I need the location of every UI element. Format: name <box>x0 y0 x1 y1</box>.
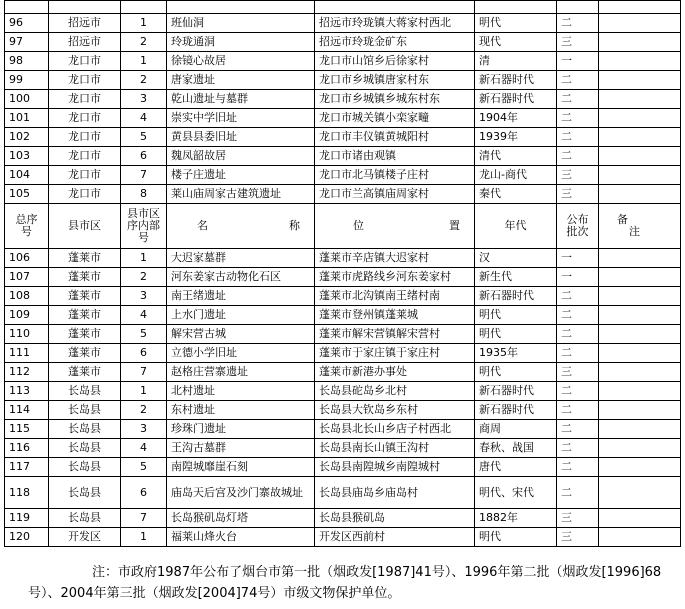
cell-county: 长岛县 <box>49 477 121 509</box>
cell-era: 清代 <box>475 147 557 166</box>
cell-remark <box>599 477 681 509</box>
cell-era: 1935年 <box>475 344 557 363</box>
cell-county: 长岛县 <box>49 382 121 401</box>
cell-seq: 118 <box>5 477 49 509</box>
header-county: 县市区 <box>49 204 121 249</box>
cell-sub-seq: 7 <box>121 509 167 528</box>
cell-sub-seq: 1 <box>121 14 167 33</box>
cell-batch: 二 <box>557 439 599 458</box>
cell-county: 长岛县 <box>49 420 121 439</box>
cell-seq: 104 <box>5 166 49 185</box>
cell-remark <box>599 382 681 401</box>
cell-remark <box>599 268 681 287</box>
table-row <box>5 509 681 528</box>
cell-sub-seq: 5 <box>121 128 167 147</box>
table-row <box>5 363 681 382</box>
cell-county: 长岛县 <box>49 509 121 528</box>
cell-remark <box>599 52 681 71</box>
cell-sub-seq: 6 <box>121 344 167 363</box>
cell-seq: 112 <box>5 363 49 382</box>
cell-batch: 三 <box>557 166 599 185</box>
cell-seq: 100 <box>5 90 49 109</box>
cell-batch: 二 <box>557 287 599 306</box>
cell-batch: 一 <box>557 52 599 71</box>
cell-seq: 97 <box>5 33 49 52</box>
cell-sub-seq: 3 <box>121 287 167 306</box>
cell-seq: 96 <box>5 14 49 33</box>
cell-batch: 二 <box>557 147 599 166</box>
header-seq: 总序号 <box>5 204 49 249</box>
cell-name: 莱山庙周家古建筑遗址 <box>167 185 315 204</box>
cell-location: 龙口市丰仪镇黄城阳村 <box>315 128 475 147</box>
cell-name: 南王绪遗址 <box>167 287 315 306</box>
cell-batch: 二 <box>557 420 599 439</box>
cell-remark <box>599 249 681 268</box>
cell-seq: 105 <box>5 185 49 204</box>
cell-name: 魏凤韶故居 <box>167 147 315 166</box>
cell-county: 长岛县 <box>49 439 121 458</box>
cell-batch: 三 <box>557 185 599 204</box>
cell-era: 1904年 <box>475 109 557 128</box>
cell-remark <box>599 109 681 128</box>
cell-batch: 二 <box>557 344 599 363</box>
cell-name: 珍珠门遗址 <box>167 420 315 439</box>
header-location: 位 置 <box>315 204 475 249</box>
cell-seq: 113 <box>5 382 49 401</box>
cell-batch: 一 <box>557 249 599 268</box>
cell-era: 明代 <box>475 306 557 325</box>
cell-era: 1939年 <box>475 128 557 147</box>
cell-county: 蓬莱市 <box>49 325 121 344</box>
cell-remark <box>599 420 681 439</box>
table-row <box>5 528 681 547</box>
cell-seq: 103 <box>5 147 49 166</box>
cell-county: 龙口市 <box>49 90 121 109</box>
cell-name: 徐镜心故居 <box>167 52 315 71</box>
cell-county: 长岛县 <box>49 401 121 420</box>
cell-era: 春秋、战国 <box>475 439 557 458</box>
cell-name: 南隍城靡崖石刻 <box>167 458 315 477</box>
table-row-partial <box>5 1 681 14</box>
table-row <box>5 90 681 109</box>
cell-batch: 二 <box>557 90 599 109</box>
header-remark: 备 注 <box>599 204 681 249</box>
table-row <box>5 249 681 268</box>
cell-county: 蓬莱市 <box>49 306 121 325</box>
cell-sub-seq: 7 <box>121 166 167 185</box>
cell-location: 龙口市山馆乡后徐家村 <box>315 52 475 71</box>
cell-batch: 二 <box>557 14 599 33</box>
cell-batch: 二 <box>557 71 599 90</box>
table-row <box>5 128 681 147</box>
header-sub-seq: 县市区序内部号 <box>121 204 167 249</box>
cell-seq: 114 <box>5 401 49 420</box>
table-row <box>5 382 681 401</box>
cell-location: 长岛县南长山镇王沟村 <box>315 439 475 458</box>
cell-seq: 116 <box>5 439 49 458</box>
cell-era: 清 <box>475 52 557 71</box>
table-row <box>5 477 681 509</box>
table-row <box>5 268 681 287</box>
cell-location: 蓬莱市虎路线乡河东姜家村 <box>315 268 475 287</box>
cell-county: 开发区 <box>49 528 121 547</box>
cell-location: 蓬莱市解宋营镇解宋营村 <box>315 325 475 344</box>
cell-location: 蓬莱市辛店镇大迟家村 <box>315 249 475 268</box>
cell-batch: 二 <box>557 128 599 147</box>
cell-name: 赵格庄营寨遗址 <box>167 363 315 382</box>
heritage-sites-table <box>4 0 681 547</box>
cell-location: 龙口市兰高镇庙周家村 <box>315 185 475 204</box>
cell-era: 明代 <box>475 14 557 33</box>
cell-county: 龙口市 <box>49 71 121 90</box>
cell-name: 崇实中学旧址 <box>167 109 315 128</box>
cell-county: 蓬莱市 <box>49 344 121 363</box>
cell-batch: 二 <box>557 382 599 401</box>
cell-county: 龙口市 <box>49 109 121 128</box>
cell-batch: 二 <box>557 306 599 325</box>
cell-name: 楼子庄遗址 <box>167 166 315 185</box>
cell-sub-seq: 4 <box>121 306 167 325</box>
cell-seq: 109 <box>5 306 49 325</box>
cell-remark <box>599 458 681 477</box>
cell-batch: 三 <box>557 363 599 382</box>
cell-name: 北村遗址 <box>167 382 315 401</box>
table-row <box>5 147 681 166</box>
cell-remark <box>599 33 681 52</box>
cell-county: 龙口市 <box>49 128 121 147</box>
cell-sub-seq: 2 <box>121 33 167 52</box>
cell-remark <box>599 325 681 344</box>
cell-name: 唐家遗址 <box>167 71 315 90</box>
cell-remark <box>599 14 681 33</box>
cell-county: 长岛县 <box>49 458 121 477</box>
cell-seq: 115 <box>5 420 49 439</box>
cell-era: 龙山-商代 <box>475 166 557 185</box>
cell-seq: 101 <box>5 109 49 128</box>
cell-remark <box>599 363 681 382</box>
cell-county: 招远市 <box>49 33 121 52</box>
header-name: 名 称 <box>167 204 315 249</box>
cell-era: 明代、宋代 <box>475 477 557 509</box>
table-row <box>5 439 681 458</box>
cell-remark <box>599 306 681 325</box>
cell-era: 秦代 <box>475 185 557 204</box>
table-row <box>5 185 681 204</box>
cell-name: 立德小学旧址 <box>167 344 315 363</box>
cell-seq: 117 <box>5 458 49 477</box>
cell-seq: 107 <box>5 268 49 287</box>
cell-sub-seq: 4 <box>121 439 167 458</box>
cell-location: 蓬莱市于家庄镇于家庄村 <box>315 344 475 363</box>
cell-county: 蓬莱市 <box>49 268 121 287</box>
cell-era: 商周 <box>475 420 557 439</box>
cell-batch: 三 <box>557 528 599 547</box>
table-row <box>5 52 681 71</box>
cell-location: 长岛县砣岛乡北村 <box>315 382 475 401</box>
cell-batch: 二 <box>557 109 599 128</box>
cell-sub-seq: 1 <box>121 249 167 268</box>
cell-era: 新生代 <box>475 268 557 287</box>
cell-location: 龙口市城关镇小栾家疃 <box>315 109 475 128</box>
cell-county: 蓬莱市 <box>49 287 121 306</box>
cell-location: 龙口市北马镇楼子庄村 <box>315 166 475 185</box>
cell-name: 庙岛天后宫及沙门寨故城址 <box>167 477 315 509</box>
cell-seq: 110 <box>5 325 49 344</box>
cell-seq: 108 <box>5 287 49 306</box>
table-row <box>5 71 681 90</box>
cell-name: 乾山遗址与墓群 <box>167 90 315 109</box>
cell-location: 龙口市乡城镇唐家村东 <box>315 71 475 90</box>
header-era: 年代 <box>475 204 557 249</box>
cell-sub-seq: 1 <box>121 382 167 401</box>
cell-sub-seq: 3 <box>121 90 167 109</box>
footnote: 注：市政府1987年公布了烟台市第一批（烟政发[1987]41号）、1996年第二批（烟政发[1996]68号）、2004年第三批（烟政发[2004]74号）市级文物保护单位。 <box>28 565 662 601</box>
table-row <box>5 166 681 185</box>
cell-batch: 一 <box>557 268 599 287</box>
table-row <box>5 401 681 420</box>
table-row <box>5 33 681 52</box>
cell-remark <box>599 128 681 147</box>
cell-era: 明代 <box>475 325 557 344</box>
cell-sub-seq: 6 <box>121 147 167 166</box>
cell-era: 唐代 <box>475 458 557 477</box>
header-batch: 公布批次 <box>557 204 599 249</box>
cell-location: 蓬莱市新港办事处 <box>315 363 475 382</box>
cell-batch: 三 <box>557 509 599 528</box>
cell-name: 上水门遗址 <box>167 306 315 325</box>
cell-remark <box>599 439 681 458</box>
cell-location: 长岛县南隍城乡南隍城村 <box>315 458 475 477</box>
table-row <box>5 14 681 33</box>
cell-location: 开发区西前村 <box>315 528 475 547</box>
cell-seq: 111 <box>5 344 49 363</box>
cell-seq: 102 <box>5 128 49 147</box>
cell-era: 明代 <box>475 528 557 547</box>
cell-name: 玲珑通洞 <box>167 33 315 52</box>
cell-remark <box>599 528 681 547</box>
cell-seq: 106 <box>5 249 49 268</box>
cell-remark <box>599 185 681 204</box>
cell-name: 河东姜家古动物化石区 <box>167 268 315 287</box>
cell-era: 新石器时代 <box>475 382 557 401</box>
table-row <box>5 306 681 325</box>
cell-location: 招远市玲珑镇大蒋家村西北 <box>315 14 475 33</box>
cell-name: 福莱山烽火台 <box>167 528 315 547</box>
cell-remark <box>599 509 681 528</box>
cell-remark <box>599 344 681 363</box>
cell-name: 东村遗址 <box>167 401 315 420</box>
cell-seq: 99 <box>5 71 49 90</box>
cell-location: 长岛县大钦岛乡东村 <box>315 401 475 420</box>
cell-name: 班仙洞 <box>167 14 315 33</box>
cell-sub-seq: 7 <box>121 363 167 382</box>
cell-batch: 二 <box>557 477 599 509</box>
cell-location: 长岛县猴矶岛 <box>315 509 475 528</box>
cell-county: 龙口市 <box>49 52 121 71</box>
cell-remark <box>599 147 681 166</box>
cell-era: 新石器时代 <box>475 287 557 306</box>
cell-seq: 98 <box>5 52 49 71</box>
cell-era: 新石器时代 <box>475 71 557 90</box>
cell-county: 蓬莱市 <box>49 363 121 382</box>
cell-name: 大迟家墓群 <box>167 249 315 268</box>
cell-sub-seq: 1 <box>121 52 167 71</box>
cell-name: 王沟古墓群 <box>167 439 315 458</box>
cell-sub-seq: 3 <box>121 420 167 439</box>
cell-county: 龙口市 <box>49 147 121 166</box>
cell-county: 龙口市 <box>49 185 121 204</box>
cell-batch: 二 <box>557 325 599 344</box>
cell-sub-seq: 2 <box>121 268 167 287</box>
cell-location: 长岛县北长山乡店子村西北 <box>315 420 475 439</box>
cell-name: 长岛猴矶岛灯塔 <box>167 509 315 528</box>
cell-sub-seq: 5 <box>121 458 167 477</box>
cell-remark <box>599 166 681 185</box>
cell-seq: 119 <box>5 509 49 528</box>
cell-era: 新石器时代 <box>475 401 557 420</box>
cell-location: 龙口市诸由观镇 <box>315 147 475 166</box>
cell-era: 新石器时代 <box>475 90 557 109</box>
table-row <box>5 458 681 477</box>
table-row <box>5 287 681 306</box>
cell-era: 1882年 <box>475 509 557 528</box>
cell-sub-seq: 2 <box>121 401 167 420</box>
table-body-lower <box>5 249 681 547</box>
cell-sub-seq: 2 <box>121 71 167 90</box>
cell-sub-seq: 1 <box>121 528 167 547</box>
table-row <box>5 420 681 439</box>
cell-location: 龙口市乡城镇乡城东村东 <box>315 90 475 109</box>
cell-era: 汉 <box>475 249 557 268</box>
cell-batch: 二 <box>557 458 599 477</box>
cell-era: 现代 <box>475 33 557 52</box>
cell-name: 黄县县委旧址 <box>167 128 315 147</box>
cell-sub-seq: 5 <box>121 325 167 344</box>
cell-sub-seq: 6 <box>121 477 167 509</box>
cell-sub-seq: 8 <box>121 185 167 204</box>
cell-seq: 120 <box>5 528 49 547</box>
cell-location: 蓬莱市北沟镇南王绪村南 <box>315 287 475 306</box>
cell-location: 长岛县庙岛乡庙岛村 <box>315 477 475 509</box>
cell-county: 招远市 <box>49 14 121 33</box>
table-row <box>5 344 681 363</box>
table-body-upper <box>5 14 681 204</box>
cell-sub-seq: 4 <box>121 109 167 128</box>
table-row <box>5 109 681 128</box>
cell-remark <box>599 71 681 90</box>
cell-batch: 二 <box>557 401 599 420</box>
cell-county: 龙口市 <box>49 166 121 185</box>
cell-era: 明代 <box>475 363 557 382</box>
cell-name: 解宋营古城 <box>167 325 315 344</box>
cell-remark <box>599 287 681 306</box>
cell-batch: 三 <box>557 33 599 52</box>
header-row <box>5 204 681 249</box>
cell-county: 蓬莱市 <box>49 249 121 268</box>
cell-location: 蓬莱市登州镇蓬莱城 <box>315 306 475 325</box>
cell-location: 招远市玲珑金矿东 <box>315 33 475 52</box>
cell-remark <box>599 401 681 420</box>
cell-remark <box>599 90 681 109</box>
table-row <box>5 325 681 344</box>
